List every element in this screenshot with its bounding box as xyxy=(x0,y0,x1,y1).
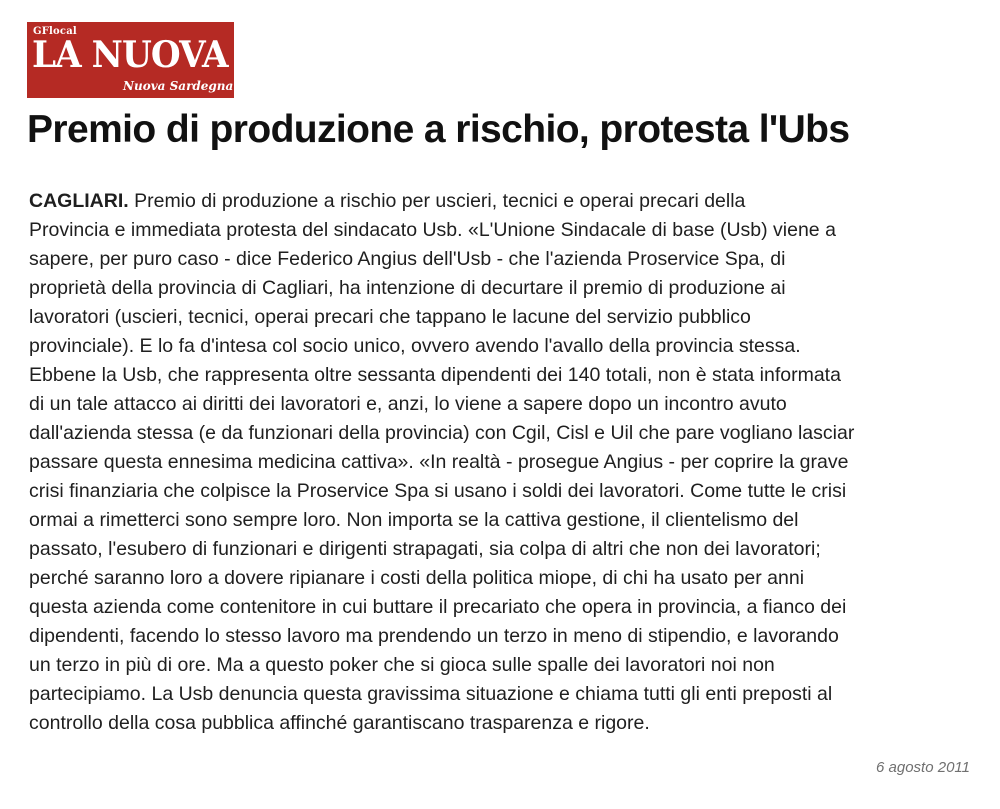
article-line: controllo della cosa pubblica affinché garantiscano trasparenza e rigore. xyxy=(29,712,650,734)
article-body xyxy=(29,187,979,738)
logo-group-label: GFlocal xyxy=(33,26,77,37)
logo-name: LA NUOVA xyxy=(32,34,228,76)
article-line: Provincia e immediata protesta del sindacato Usb. «L'Unione Sindacale di base (Usb) viene a xyxy=(29,219,836,241)
article-line: lavoratori (uscieri, tecnici, operai precari che tappano le lacune del servizio pubblico xyxy=(29,306,751,328)
article-line: proprietà della provincia di Cagliari, ha intenzione di decurtare il premio di produzione ai xyxy=(29,277,786,299)
article-headline: Premio di produzione a rischio, protesta l'Ubs xyxy=(27,108,850,151)
article-line xyxy=(29,187,979,216)
publication-date: 6 agosto 2011 xyxy=(876,759,970,776)
article-line: dall'azienda stessa (e da funzionari della provincia) con Cgil, Cisl e Uil che pare vogliano lasciar xyxy=(29,422,855,444)
newspaper-logo xyxy=(27,22,234,98)
article-line: sapere, per puro caso - dice Federico Angius dell'Usb - che l'azienda Proservice Spa, di xyxy=(29,248,786,270)
article-line: perché saranno loro a dovere ripianare i costi della politica miope, di chi ha usato per anni xyxy=(29,567,805,589)
article-dateline: CAGLIARI. xyxy=(29,190,129,212)
article-line: un terzo in più di ore. Ma a questo poker che si gioca sulle spalle dei lavoratori noi non xyxy=(29,654,775,676)
article-line: crisi finanziaria che colpisce la Proservice Spa si usano i soldi dei lavoratori. Come tutte le crisi xyxy=(29,480,847,502)
article-line: Ebbene la Usb, che rappresenta oltre sessanta dipendenti dei 140 totali, non è stata informata xyxy=(29,364,841,386)
article-line: passato, l'esubero di funzionari e dirigenti strapagati, sia colpa di altri che non dei lavoratori; xyxy=(29,538,821,560)
article-line: questa azienda come contenitore in cui buttare il precariato che opera in provincia, a fianco dei xyxy=(29,596,847,618)
logo-subtitle: Nuova Sardegna xyxy=(123,79,234,93)
article-line: di un tale attacco ai diritti dei lavoratori e, anzi, lo viene a sapere dopo un incontro avuto xyxy=(29,393,787,415)
article-line: provinciale). E lo fa d'intesa col socio unico, ovvero avendo l'avallo della provincia stessa. xyxy=(29,335,801,357)
article-line: passare questa ennesima medicina cattiva». «In realtà - prosegue Angius - per coprire la grave xyxy=(29,451,849,473)
article-line: ormai a rimetterci sono sempre loro. Non importa se la cattiva gestione, il clientelismo del xyxy=(29,509,799,531)
article-line-text: Premio di produzione a rischio per uscieri, tecnici e operai precari della xyxy=(134,190,746,212)
article-line: dipendenti, facendo lo stesso lavoro ma prendendo un terzo in meno di stipendio, e lavorando xyxy=(29,625,839,647)
article-line: partecipiamo. La Usb denuncia questa gravissima situazione e chiama tutti gli enti preposti al xyxy=(29,683,833,705)
